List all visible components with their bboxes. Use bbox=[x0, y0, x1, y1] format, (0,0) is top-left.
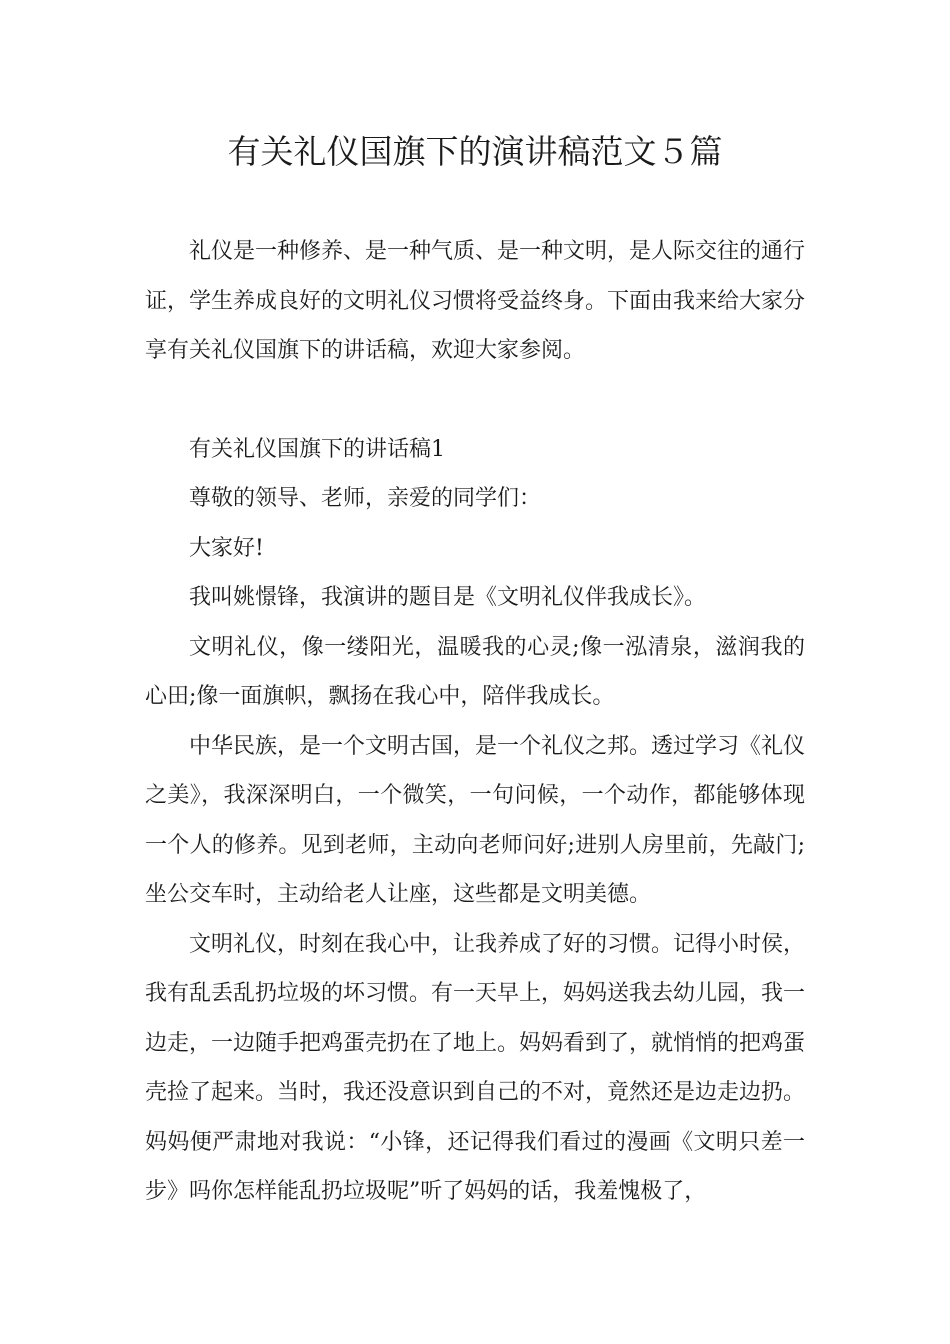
body-paragraph: 中华民族，是一个文明古国，是一个礼仪之邦。透过学习《礼仪之美》，我深深明白，一个微笑，一句问候，一个动作，都能够体现一个人的修养。见到老师，主动向老师问好;进别人房里前，先敲门;坐公交车时，主动给老人让座，这些都是文明美德。 bbox=[145, 733, 806, 907]
document-title: 有关礼仪国旗下的演讲稿范文５篇 bbox=[227, 132, 723, 171]
intro-paragraph: 礼仪是一种修养、是一种气质、是一种文明，是人际交往的通行证，学生养成良好的文明礼仪习惯将受益终身。下面由我来给大家分享有关礼仪国旗下的讲话稿，欢迎大家参阅。 bbox=[145, 239, 806, 363]
body-paragraph: 文明礼仪，时刻在我心中，让我养成了好的习惯。记得小时侯，我有乱丢乱扔垃圾的坏习惯。有一天早上，妈妈送我去幼儿园，我一边走，一边随手把鸡蛋壳扔在了地上。妈妈看到了，就悄悄的把鸡蛋壳捡了起来。当时，我还没意识到自己的不对，竟然还是边走边扔。妈妈便严肃地对我说：“小锋，还记得我们看过的漫画《文明只差一步》吗你怎样能乱扔垃圾呢”听了妈妈的话，我羞愧极了， bbox=[145, 931, 806, 1204]
body-paragraph: 文明礼仪，像一缕阳光，温暖我的心灵;像一泓清泉，滋润我的心田;像一面旗帜，飘扬在我心中，陪伴我成长。 bbox=[145, 634, 805, 709]
section-heading: 有关礼仪国旗下的讲话稿1 bbox=[189, 436, 445, 462]
document-body bbox=[145, 227, 805, 1217]
speech-topic-paragraph: 我叫姚憬锋，我演讲的题目是《文明礼仪伴我成长》。 bbox=[189, 585, 707, 610]
paragraph-spacer bbox=[145, 376, 805, 425]
greeting-paragraph: 大家好! bbox=[189, 535, 264, 561]
salutation-paragraph: 尊敬的领导、老师，亲爱的同学们： bbox=[189, 486, 542, 511]
